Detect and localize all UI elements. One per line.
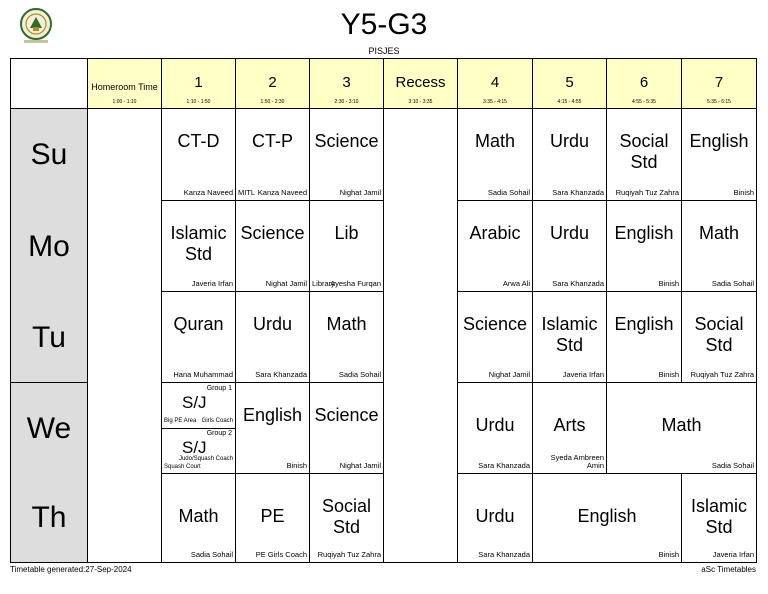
lesson-teacher: Sara Khanzada: [552, 279, 604, 288]
timetable-grid: [10, 58, 757, 563]
header-period-time: 1:10 - 1:50: [186, 99, 211, 105]
lesson-teacher: Syeda Ambreen Amin: [550, 453, 604, 470]
lesson-subject: Science: [240, 223, 305, 243]
lesson-subject: Urdu: [549, 223, 589, 243]
header-period-label: Recess: [395, 74, 446, 91]
lesson-teacher: Ruqiyah Tuz Zahra: [317, 550, 381, 559]
lesson-teacher: Sara Khanzada: [255, 370, 307, 379]
lesson-subject: Math: [698, 223, 740, 243]
lesson-cell[interactable]: [310, 109, 384, 201]
header-homeroom: [88, 59, 162, 109]
lesson-teacher: Hana Muhammad: [173, 370, 233, 379]
lesson-subject: Islamic Std: [690, 496, 747, 537]
lesson-teacher: Ruqiyah Tuz Zahra: [690, 370, 754, 379]
lesson-cell[interactable]: [533, 201, 607, 292]
lesson-cell[interactable]: [458, 109, 533, 201]
header-period-7: [682, 59, 756, 109]
header-period-label: 4: [490, 74, 500, 91]
lesson-cell[interactable]: [682, 474, 756, 562]
lesson-teacher: Sara Khanzada: [478, 461, 530, 470]
lesson-subject: Islamic Std: [170, 223, 227, 264]
lesson-cell[interactable]: [607, 109, 682, 201]
lesson-cell[interactable]: [458, 383, 533, 474]
lesson-cell[interactable]: [607, 292, 682, 383]
school-name: PISJES: [368, 46, 400, 56]
day-group-we-th: [11, 383, 88, 562]
lesson-subject: English: [689, 131, 749, 151]
lesson-cell[interactable]: [458, 201, 533, 292]
lesson-teacher: Sadia Sohail: [338, 370, 381, 379]
lesson-cell[interactable]: [162, 109, 236, 201]
lesson-subject: Math: [474, 131, 516, 151]
lesson-subject: PE: [260, 506, 285, 526]
day-label: We: [26, 411, 72, 445]
lesson-cell[interactable]: [458, 474, 533, 562]
lesson-cell[interactable]: [162, 292, 236, 383]
header-recess: [384, 59, 458, 109]
lesson-subject: English: [614, 314, 674, 334]
generated-date: Timetable generated:27-Sep-2024: [10, 565, 132, 574]
header-period-2: [236, 59, 310, 109]
lesson-subject: English: [242, 405, 303, 425]
header-period-time: 3:10 - 3:35: [408, 99, 433, 105]
lesson-subject: Social Std: [619, 131, 669, 172]
lesson-cell[interactable]: [162, 201, 236, 292]
lesson-subject: Arabic: [469, 223, 521, 243]
lesson-subject: English: [577, 506, 637, 526]
page-title: Y5-G3: [340, 8, 428, 41]
lesson-teacher: Javeria Irfan: [191, 279, 233, 288]
header-homeroom-time: 1:00 - 1:10: [112, 99, 137, 105]
header-period-4: [458, 59, 533, 109]
lesson-teacher: Sadia Sohail: [711, 461, 754, 470]
header-period-5: [533, 59, 607, 109]
header-period-label: 5: [565, 74, 574, 91]
lesson-teacher: Kanza Naveed: [257, 188, 307, 197]
lesson-subject: Math: [326, 314, 367, 334]
lesson-subject: Arts: [553, 415, 586, 435]
lesson-teacher: Sadia Sohail: [190, 550, 233, 559]
lesson-subject: Social Std: [321, 496, 372, 537]
lesson-subject: Science: [314, 131, 379, 151]
lesson-cell[interactable]: [310, 383, 384, 474]
group-teacher: Judo/Squash Coach: [178, 456, 233, 462]
day-th: [11, 474, 87, 562]
lesson-cell[interactable]: [533, 292, 607, 383]
lesson-cell[interactable]: [310, 474, 384, 562]
lesson-teacher: Ayesha Furqan: [330, 279, 381, 288]
header-period-time: 5:35 - 6:15: [707, 99, 731, 105]
lesson-cell[interactable]: [236, 201, 310, 292]
lesson-room: MITL: [238, 188, 256, 197]
header-period-time: 4:55 - 5:35: [632, 99, 656, 105]
lesson-subject: Urdu: [252, 314, 292, 334]
lesson-teacher: Sadia Sohail: [487, 188, 530, 197]
day-group-su-tu: [11, 109, 88, 383]
header-period-6: [607, 59, 682, 109]
day-label: Mo: [28, 229, 70, 263]
lesson-cell[interactable]: [236, 474, 310, 562]
day-label: Su: [30, 138, 68, 171]
lesson-cell[interactable]: [533, 109, 607, 201]
lesson-subject: Math: [178, 506, 219, 526]
corner-cell: [11, 59, 88, 109]
lesson-cell-split[interactable]: [162, 383, 236, 474]
lesson-subject: Urdu: [549, 131, 589, 151]
header-period-3: [310, 59, 384, 109]
lesson-subject: Science: [314, 405, 379, 425]
lesson-teacher: Sara Khanzada: [478, 550, 530, 559]
lesson-subject: English: [614, 223, 674, 243]
header-period-label: 3: [342, 74, 351, 91]
group-1-block: [162, 383, 235, 429]
lesson-subject: Social Std: [694, 314, 744, 355]
lesson-cell[interactable]: [310, 201, 384, 292]
header-period-label: 6: [639, 74, 649, 91]
day-label: Th: [31, 501, 67, 534]
lesson-subject: Quran: [173, 314, 224, 334]
group-room: Squash Court: [164, 464, 201, 470]
lesson-teacher: Binish: [658, 279, 679, 288]
group-teacher: Girls Coach: [201, 418, 233, 424]
lesson-teacher: Nighat Jamil: [339, 188, 381, 197]
group-room: Big PE Area: [164, 418, 197, 424]
lesson-cell[interactable]: [682, 292, 756, 383]
lesson-cell[interactable]: [162, 474, 236, 562]
lesson-cell[interactable]: [458, 292, 533, 383]
lesson-cell-double[interactable]: [607, 383, 756, 474]
lesson-cell-double[interactable]: [533, 474, 682, 562]
lesson-subject: Urdu: [475, 415, 515, 435]
lesson-subject: Urdu: [475, 506, 515, 526]
homeroom-column: [88, 109, 162, 562]
lesson-teacher: Nighat Jamil: [488, 370, 530, 379]
lesson-cell[interactable]: [236, 292, 310, 383]
header-homeroom-label: Homeroom Time: [91, 82, 158, 92]
lesson-cell[interactable]: [236, 109, 310, 201]
lesson-teacher: Nighat Jamil: [339, 461, 381, 470]
lesson-cell[interactable]: [533, 383, 607, 474]
lesson-teacher: Binish: [658, 550, 679, 559]
header-period-time: 2:30 - 3:10: [334, 99, 359, 105]
lesson-subject: CT-D: [177, 131, 220, 151]
lesson-teacher: Sara Khanzada: [552, 188, 604, 197]
header-period-label: 2: [268, 74, 277, 91]
lesson-teacher: Kanza Naveed: [183, 188, 233, 197]
header-period-1: [162, 59, 236, 109]
header-period-label: 7: [714, 74, 724, 91]
day-tu: [11, 292, 87, 383]
day-label: Tu: [32, 320, 66, 354]
recess-column: [384, 109, 458, 562]
lesson-teacher: Sadia Sohail: [711, 279, 754, 288]
lesson-teacher: Nighat Jamil: [265, 279, 307, 288]
software-credit: aSc Timetables: [701, 565, 756, 574]
lesson-cell[interactable]: [236, 383, 310, 474]
lesson-cell[interactable]: [310, 292, 384, 383]
group-subject: S/J: [182, 393, 207, 412]
lesson-cell[interactable]: [607, 201, 682, 292]
group-label: Group 2: [206, 430, 232, 437]
lesson-subject: Science: [462, 314, 528, 334]
header-period-time: 4:15 - 4:55: [557, 99, 582, 105]
lesson-subject: Lib: [334, 223, 359, 243]
lesson-teacher: Javeria Irfan: [562, 370, 604, 379]
lesson-teacher: Arwa Ali: [502, 279, 530, 288]
lesson-teacher: PE Girls Coach: [255, 550, 307, 559]
lesson-teacher: Binish: [733, 188, 754, 197]
day-mo: [11, 201, 87, 292]
day-su: [11, 109, 87, 201]
lesson-cell[interactable]: [682, 201, 756, 292]
lesson-subject: Islamic Std: [541, 314, 598, 355]
lesson-teacher: Binish: [658, 370, 679, 379]
lesson-teacher: Javeria Irfan: [712, 550, 754, 559]
lesson-subject: CT-P: [251, 131, 293, 151]
lesson-cell[interactable]: [682, 109, 756, 201]
group-label: Group 1: [206, 385, 232, 392]
lesson-subject: Math: [661, 415, 702, 435]
day-we: [11, 383, 87, 474]
header-period-time: 1:50 - 2:30: [260, 99, 285, 105]
group-subject: S/J: [182, 438, 207, 457]
lesson-teacher: Ruqiyah Tuz Zahra: [615, 188, 679, 197]
lesson-room: Library: [312, 279, 335, 288]
header-period-label: 1: [194, 74, 203, 91]
group-2-block: [162, 429, 235, 473]
header-period-time: 3:35 - 4:15: [483, 99, 507, 105]
lesson-teacher: Binish: [286, 461, 307, 470]
